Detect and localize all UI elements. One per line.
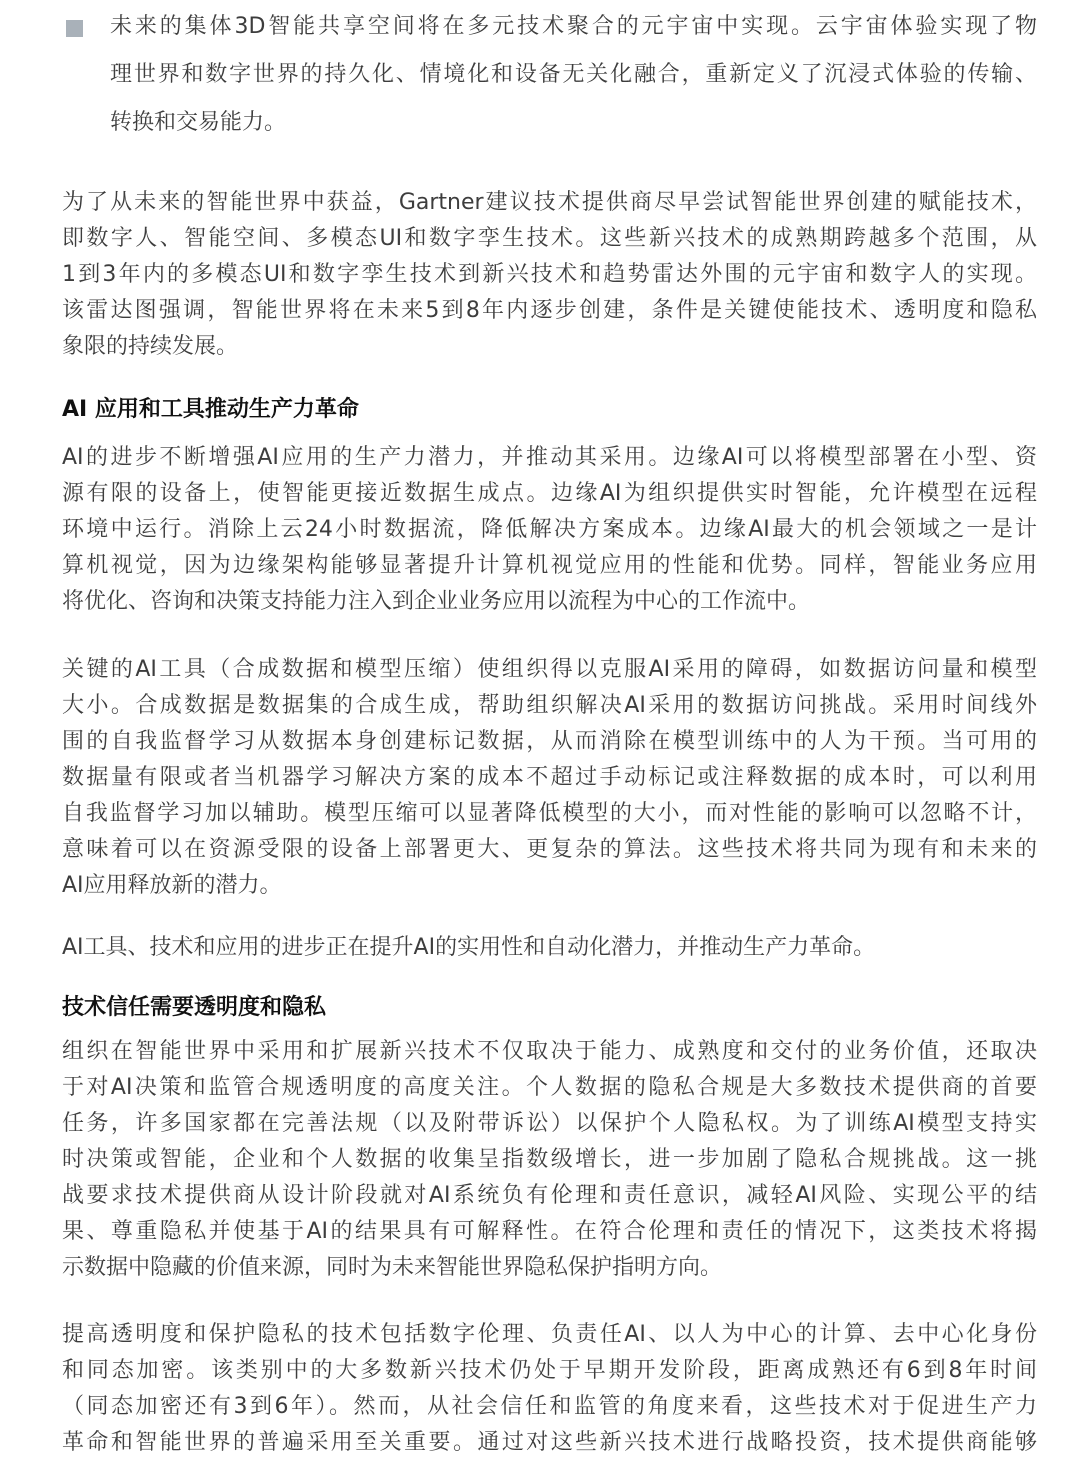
text-line: 自我监督学习加以辅助。模型压缩可以显著降低模型的大小，而对性能的影响可以忽略不计， xyxy=(62,801,1037,826)
text-line: 源有限的设备上，使智能更接近数据生成点。边缘AI为组织提供实时智能，允许模型在远程 xyxy=(62,481,1037,506)
text-line: AI工具、技术和应用的进步正在提升AI的实用性和自动化潜力，并推动生产力革命。 xyxy=(62,935,876,960)
text-line: 未来的集体3D智能共享空间将在多元技术聚合的元宇宙中实现。云宇宙体验实现了物 xyxy=(110,14,1037,39)
text-line: 提高透明度和保护隐私的技术包括数字伦理、负责任AI、以人为中心的计算、去中心化身份 xyxy=(62,1322,1037,1347)
text-line: 即数字人、智能空间、多模态UI和数字孪生技术。这些新兴技术的成熟期跨越多个范围，从 xyxy=(62,226,1037,251)
text-line: 革命和智能世界的普遍采用至关重要。通过对这些新兴技术进行战略投资，技术提供商能够 xyxy=(62,1430,1037,1455)
text-line: 理世界和数字世界的持久化、情境化和设备无关化融合，重新定义了沉浸式体验的传输、 xyxy=(110,62,1037,87)
section-heading-ai: AI 应用和工具推动生产力革命 xyxy=(62,397,359,422)
text-line: 大小。合成数据是数据集的合成生成，帮助组织解决AI采用的数据访问挑战。采用时间线外 xyxy=(62,693,1037,718)
text-line: 1到3年内的多模态UI和数字孪生技术到新兴技术和趋势雷达外围的元宇宙和数字人的实现。 xyxy=(62,262,1037,287)
text-line: 和同态加密。该类别中的大多数新兴技术仍处于早期开发阶段，距离成熟还有6到8年时间 xyxy=(62,1358,1037,1383)
text-line: 果、尊重隐私并使基于AI的结果具有可解释性。在符合伦理和责任的情况下，这类技术将揭 xyxy=(62,1219,1037,1244)
section-heading-trust: 技术信任需要透明度和隐私 xyxy=(62,995,327,1020)
paragraph-privacy xyxy=(62,1034,1037,1286)
paragraph-ai-tools xyxy=(62,652,1037,904)
text-line: 转换和交易能力。 xyxy=(110,110,287,135)
text-line: 算机视觉，因为边缘架构能够显著提升计算机视觉应用的性能和优势。同样，智能业务应用 xyxy=(62,553,1037,578)
bullet-paragraph xyxy=(62,3,1037,147)
text-line: 关键的AI工具（合成数据和模型压缩）使组织得以克服AI采用的障碍，如数据访问量和模型 xyxy=(62,657,1037,682)
text-line: 战要求技术提供商从设计阶段就对AI系统负有伦理和责任意识，减轻AI风险、实现公平的结 xyxy=(62,1183,1037,1208)
paragraph-edge-ai xyxy=(62,440,1037,620)
text-line: 任务，许多国家都在完善法规（以及附带诉讼）以保护个人隐私权。为了训练AI模型支持实 xyxy=(62,1111,1037,1136)
paragraph-transparency-tech xyxy=(62,1317,1037,1461)
paragraph-ai-summary xyxy=(62,930,1037,966)
text-line: AI的进步不断增强AI应用的生产力潜力，并推动其采用。边缘AI可以将模型部署在小型、资 xyxy=(62,445,1037,470)
text-line: 于对AI决策和监管合规透明度的高度关注。个人数据的隐私合规是大多数技术提供商的首要 xyxy=(62,1075,1037,1100)
text-line: 意味着可以在资源受限的设备上部署更大、更复杂的算法。这些技术将共同为现有和未来的 xyxy=(62,837,1037,862)
paragraph-gartner-advice xyxy=(62,185,1037,365)
text-line: 围的自我监督学习从数据本身创建标记数据，从而消除在模型训练中的人为干预。当可用的 xyxy=(62,729,1037,754)
text-line: 该雷达图强调，智能世界将在未来5到8年内逐步创建，条件是关键使能技术、透明度和隐私 xyxy=(62,298,1037,323)
text-line: 时决策或智能，企业和个人数据的收集呈指数级增长，进一步加剧了隐私合规挑战。这一挑 xyxy=(62,1147,1037,1172)
square-bullet-icon xyxy=(66,20,83,37)
text-line: 象限的持续发展。 xyxy=(62,334,239,359)
text-line: AI应用释放新的潜力。 xyxy=(62,873,282,898)
text-line: （同态加密还有3到6年）。然而，从社会信任和监管的角度来看，这些技术对于促进生产力 xyxy=(62,1394,1037,1419)
text-line: 为了从未来的智能世界中获益，Gartner建议技术提供商尽早尝试智能世界创建的赋能技术， xyxy=(62,190,1037,215)
text-line: 环境中运行。消除上云24小时数据流，降低解决方案成本。边缘AI最大的机会领域之一是计 xyxy=(62,517,1037,542)
text-line: 示数据中隐藏的价值来源，同时为未来智能世界隐私保护指明方向。 xyxy=(62,1255,723,1280)
text-line: 组织在智能世界中采用和扩展新兴技术不仅取决于能力、成熟度和交付的业务价值，还取决 xyxy=(62,1039,1037,1064)
text-line: 数据量有限或者当机器学习解决方案的成本不超过手动标记或注释数据的成本时，可以利用 xyxy=(62,765,1037,790)
text-line: 将优化、咨询和决策支持能力注入到企业业务应用以流程为中心的工作流中。 xyxy=(62,589,811,614)
